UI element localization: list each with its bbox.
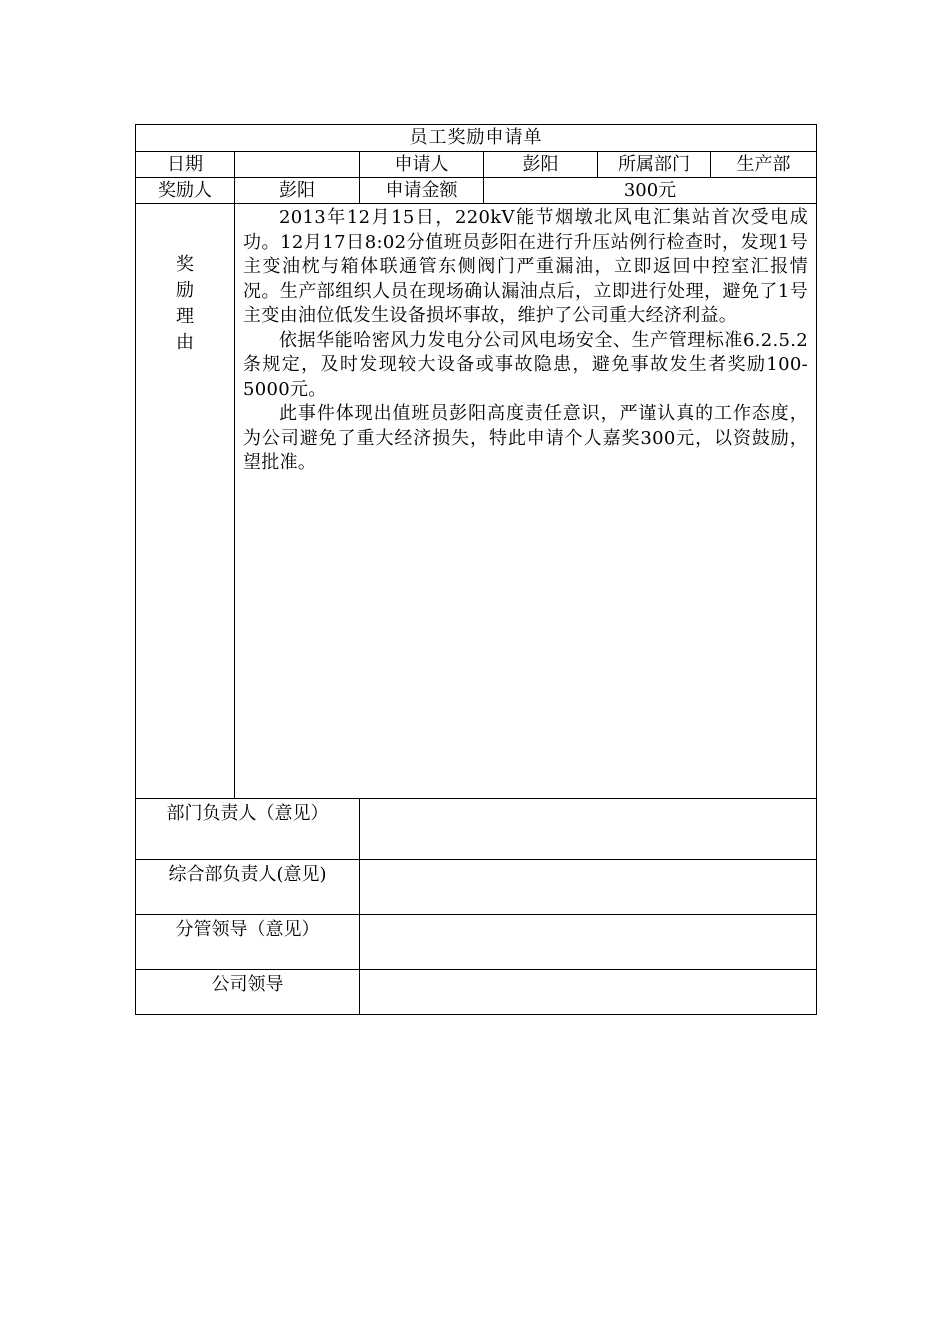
awardee-label: 奖励人 xyxy=(136,178,235,204)
reason-label xyxy=(136,204,235,799)
reason-label-char: 由 xyxy=(176,332,194,353)
amount-label: 申请金额 xyxy=(360,178,484,204)
awardee-field[interactable]: 彭阳 xyxy=(235,178,360,204)
reason-label-char: 奖 xyxy=(176,254,194,275)
general-dept-head-opinion-label: 综合部负责人(意见) xyxy=(136,860,360,915)
applicant-label: 申请人 xyxy=(360,152,484,178)
department-label: 所属部门 xyxy=(598,152,711,178)
reason-paragraph: 依据华能哈密风力发电分公司风电场安全、生产管理标准6.2.5.2条规定，及时发现较大设备或事故隐患，避免事故发生者奖励100-5000元。 xyxy=(243,329,809,400)
dept-head-opinion-field[interactable] xyxy=(360,799,817,860)
supervisor-opinion-label: 分管领导（意见） xyxy=(136,915,360,970)
company-leader-field[interactable] xyxy=(360,970,817,1015)
dept-head-opinion-label: 部门负责人（意见） xyxy=(136,799,360,860)
amount-field[interactable]: 300元 xyxy=(484,178,817,204)
reason-label-char: 励 xyxy=(176,280,194,301)
reason-text-field[interactable] xyxy=(235,204,817,799)
reason-label-char: 理 xyxy=(176,306,194,327)
supervisor-opinion-field[interactable] xyxy=(360,915,817,970)
form-title: 员工奖励申请单 xyxy=(136,125,817,152)
applicant-field[interactable]: 彭阳 xyxy=(484,152,598,178)
date-field[interactable] xyxy=(235,152,360,178)
reason-paragraph: 2013年12月15日，220kV能节烟墩北风电汇集站首次受电成功。12月17日8:02分值班员彭阳在进行升压站例行检查时，发现1号主变油枕与箱体联通管东侧阀门严重漏油，立即返回中控室汇报情况。生产部组织人员在现场确认漏油点后，立即进行处理，避免了1号主变由油位低发生设备损坏事故，维护了公司重大经济利益。 xyxy=(243,207,809,326)
company-leader-label: 公司领导 xyxy=(136,970,360,1015)
department-field[interactable]: 生产部 xyxy=(711,152,817,178)
general-dept-head-opinion-field[interactable] xyxy=(360,860,817,915)
date-label: 日期 xyxy=(136,152,235,178)
award-application-form xyxy=(135,124,817,1015)
reason-paragraph: 此事件体现出值班员彭阳高度责任意识，严谨认真的工作态度，为公司避免了重大经济损失，特此申请个人嘉奖300元，以资鼓励，望批准。 xyxy=(243,403,809,473)
